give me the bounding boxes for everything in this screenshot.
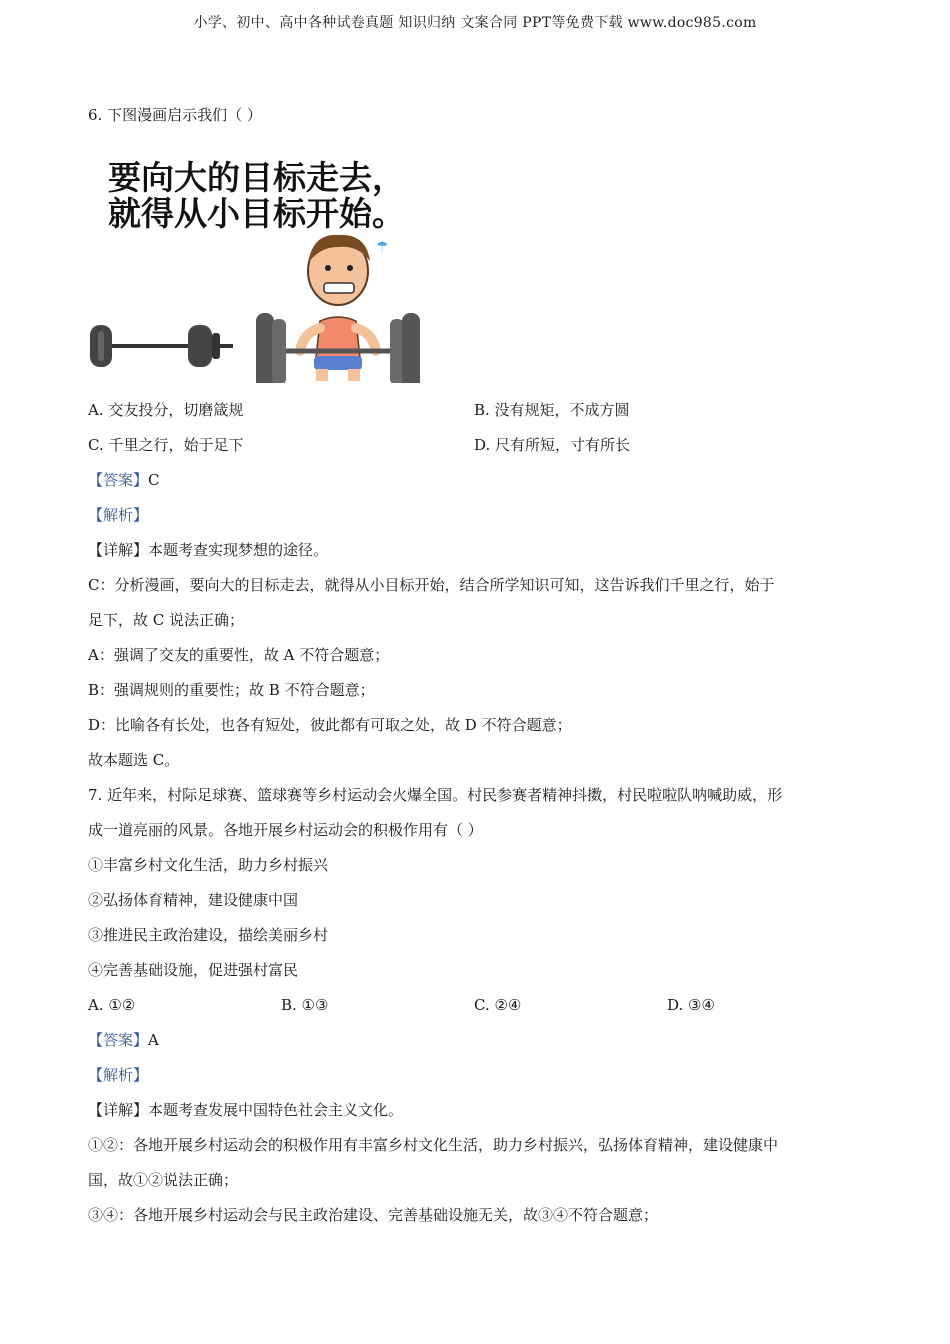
- q6-option-b: B. 没有规矩，不成方圆: [474, 401, 630, 419]
- answer-tag: 【答案】: [88, 1031, 149, 1049]
- q7-stem-line1: 7. 近年来，村际足球赛、篮球赛等乡村运动会火爆全国。村民参赛者精神抖擞，村民啦啦队呐喊助威，形: [88, 786, 783, 804]
- comic-caption-line2: 就得从小目标开始。: [108, 194, 405, 233]
- q7-answer: [88, 1023, 860, 1058]
- weightlifter-illustration: [88, 133, 428, 383]
- q7-item: ③推进民主政治建设，描绘美丽乡村: [88, 926, 329, 944]
- q7-options: [88, 988, 860, 1023]
- q6-stem: 6. 下图漫画启示我们（ ）: [88, 106, 262, 124]
- comic-caption-line1: 要向大的目标走去，: [108, 158, 405, 197]
- q6-expl-line: B：强调规则的重要性；故 B 不符合题意；: [88, 681, 375, 699]
- q6-analysis-tag: 【解析】: [88, 506, 149, 524]
- q6-option-d: D. 尺有所短，寸有所长: [474, 436, 631, 454]
- q7-option-d: D. ③④: [667, 996, 715, 1014]
- q6-options-row2: [88, 428, 860, 463]
- page-header: 小学、初中、高中各种试卷真题 知识归纳 文案合同 PPT等免费下载 www.doc985.com: [193, 15, 757, 31]
- q6-expl-line: D：比喻各有长处，也各有短处，彼此都有可取之处，故 D 不符合题意；: [88, 716, 572, 734]
- q7-option-a: A. ①②: [88, 996, 136, 1014]
- q7-option-b: B. ①③: [281, 996, 329, 1014]
- q7-stem-line2: 成一道亮丽的风景。各地开展乡村运动会的积极作用有（ ）: [88, 821, 483, 839]
- weightlifter-figure: [300, 235, 389, 381]
- q6-answer: [88, 463, 860, 498]
- q6-option-c: C. 千里之行，始于足下: [88, 436, 244, 454]
- answer-value: A: [148, 1031, 159, 1049]
- q6-options-row1: [88, 393, 860, 428]
- answer-tag: 【答案】: [88, 471, 149, 489]
- q7-item: ①丰富乡村文化生活，助力乡村振兴: [88, 856, 329, 874]
- document-body: [88, 98, 860, 1233]
- q6-option-a: A. 交友投分，切磨箴规: [88, 401, 244, 419]
- q7-option-c: C. ②④: [474, 996, 522, 1014]
- q6-expl-line: C：分析漫画，要向大的目标走去，就得从小目标开始，结合所学知识可知，这告诉我们千里之行，始于: [88, 576, 775, 594]
- q7-expl-line: 国，故①②说法正确；: [88, 1171, 239, 1189]
- svg-text:☂: ☂: [376, 239, 389, 255]
- comic-image: [88, 133, 428, 383]
- q7-analysis-tag: 【解析】: [88, 1066, 149, 1084]
- q6-expl-line: 足下，故 C 说法正确；: [88, 611, 245, 629]
- q7-expl-line: ③④：各地开展乡村运动会与民主政治建设、完善基础设施无关，故③④不符合题意；: [88, 1206, 659, 1224]
- answer-value: C: [148, 471, 160, 489]
- small-barbell: [90, 325, 233, 367]
- q7-expl-line: ①②：各地开展乡村运动会的积极作用有丰富乡村文化生活，助力乡村振兴，弘扬体育精神，建设健康中: [88, 1136, 779, 1154]
- q7-item: ④完善基础设施，促进强村富民: [88, 961, 299, 979]
- q6-expl-line: 故本题选 C。: [88, 751, 180, 769]
- q7-detail: 【详解】本题考查发展中国特色社会主义文化。: [88, 1101, 404, 1119]
- q6-expl-line: A：强调了交友的重要性，故 A 不符合题意；: [88, 646, 390, 664]
- q6-detail: 【详解】本题考查实现梦想的途径。: [88, 541, 329, 559]
- q7-item: ②弘扬体育精神，建设健康中国: [88, 891, 299, 909]
